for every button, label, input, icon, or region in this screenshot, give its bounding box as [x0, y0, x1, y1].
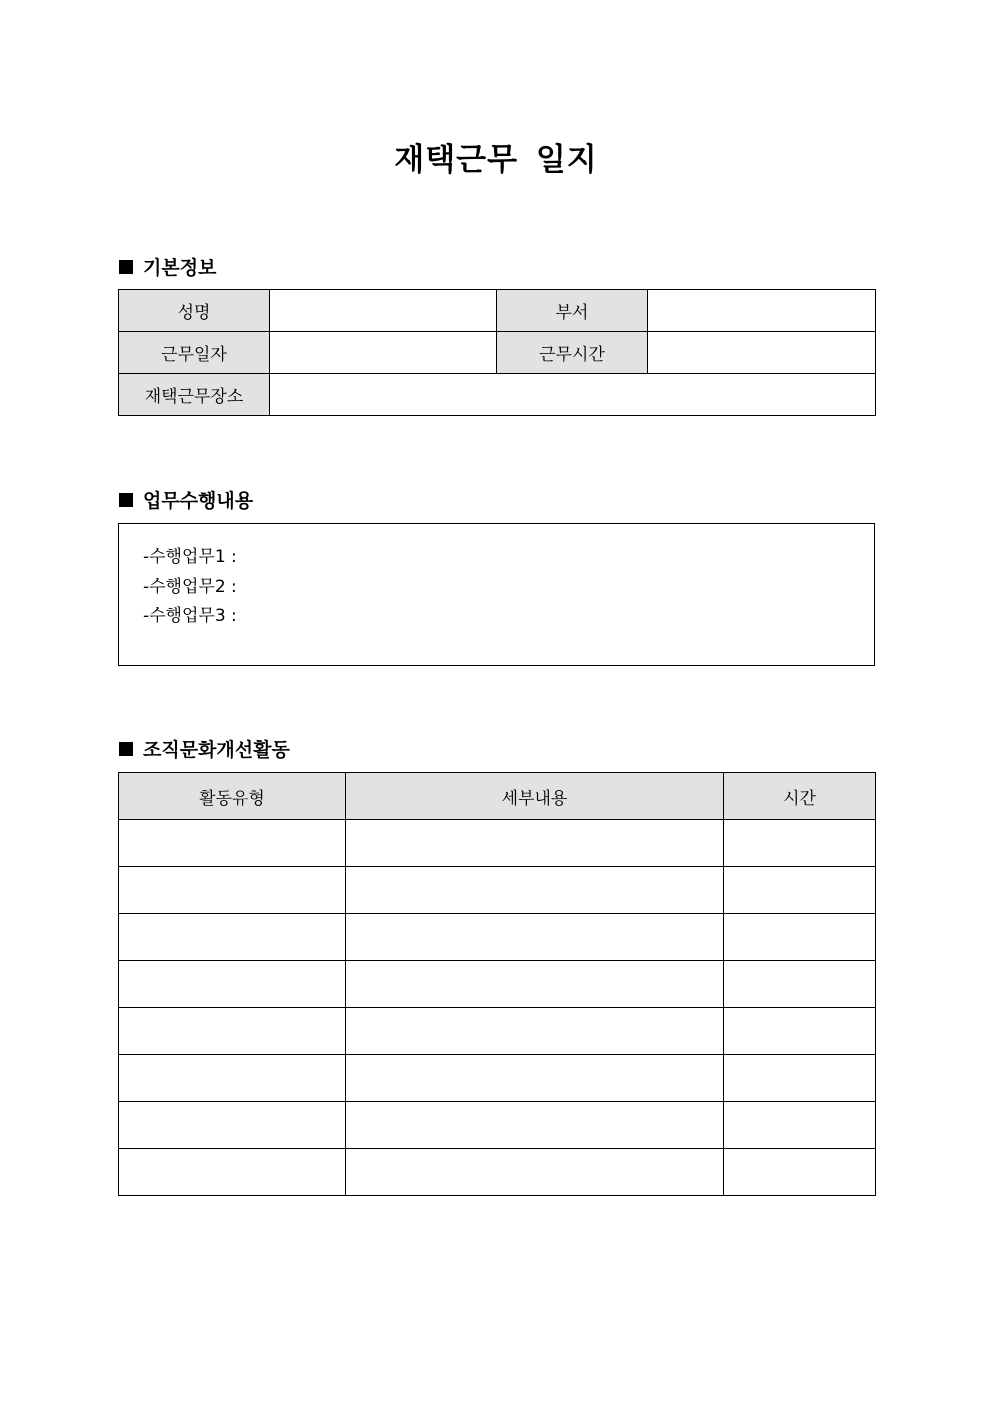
details-cell[interactable] [346, 867, 724, 914]
activity-type-cell[interactable] [119, 1149, 346, 1196]
department-label: 부서 [497, 290, 648, 332]
activity-type-cell[interactable] [119, 820, 346, 867]
table-row [119, 1149, 876, 1196]
time-cell[interactable] [724, 867, 876, 914]
basic-info-table [118, 289, 876, 416]
activity-type-cell[interactable] [119, 961, 346, 1008]
page-title: 재택근무 일지 [394, 142, 598, 178]
activity-type-cell[interactable] [119, 1008, 346, 1055]
details-cell[interactable] [346, 914, 724, 961]
time-cell[interactable] [724, 961, 876, 1008]
details-header: 세부내용 [346, 773, 724, 820]
details-cell[interactable] [346, 1008, 724, 1055]
work-hours-label: 근무시간 [497, 332, 648, 374]
time-cell[interactable] [724, 1055, 876, 1102]
work-date-label: 근무일자 [119, 332, 270, 374]
work-hours-field[interactable] [648, 332, 876, 374]
table-row [119, 1055, 876, 1102]
work-location-field[interactable] [270, 374, 876, 416]
name-field[interactable] [270, 290, 497, 332]
list-item: -수행업무1 : [143, 547, 237, 567]
activity-type-cell[interactable] [119, 1102, 346, 1149]
table-row [119, 1102, 876, 1149]
table-row [119, 374, 876, 416]
square-bullet-icon [119, 493, 133, 507]
work-performed-box[interactable] [118, 523, 875, 666]
activity-type-header: 활동유형 [119, 773, 346, 820]
table-row [119, 867, 876, 914]
culture-activities-heading-text: 조직문화개선활동 [143, 739, 290, 761]
time-cell[interactable] [724, 1008, 876, 1055]
activity-type-cell[interactable] [119, 914, 346, 961]
culture-activities-table [118, 772, 876, 1196]
basic-info-heading [119, 253, 216, 280]
list-item: -수행업무2 : [143, 576, 237, 597]
activity-type-cell[interactable] [119, 867, 346, 914]
table-row [119, 961, 876, 1008]
table-row [119, 290, 876, 332]
work-location-label: 재택근무장소 [119, 374, 270, 416]
details-cell[interactable] [346, 820, 724, 867]
list-item: -수행업무3 : [143, 606, 237, 626]
work-performed-heading [119, 486, 253, 513]
square-bullet-icon [119, 260, 133, 274]
time-cell[interactable] [724, 1102, 876, 1149]
table-row [119, 332, 876, 374]
work-date-field[interactable] [270, 332, 497, 374]
time-cell[interactable] [724, 1149, 876, 1196]
time-header: 시간 [724, 773, 876, 820]
work-performed-list [119, 524, 874, 632]
square-bullet-icon [119, 742, 133, 756]
work-performed-heading-text: 업무수행내용 [143, 490, 254, 512]
details-cell[interactable] [346, 1149, 724, 1196]
name-label: 성명 [119, 290, 270, 332]
activity-type-cell[interactable] [119, 1055, 346, 1102]
table-header-row [119, 773, 876, 820]
details-cell[interactable] [346, 1055, 724, 1102]
culture-activities-heading [119, 735, 290, 762]
table-row [119, 820, 876, 867]
table-row [119, 914, 876, 961]
basic-info-heading-text: 기본정보 [143, 257, 217, 279]
details-cell[interactable] [346, 1102, 724, 1149]
table-row [119, 1008, 876, 1055]
details-cell[interactable] [346, 961, 724, 1008]
time-cell[interactable] [724, 914, 876, 961]
time-cell[interactable] [724, 820, 876, 867]
department-field[interactable] [648, 290, 876, 332]
